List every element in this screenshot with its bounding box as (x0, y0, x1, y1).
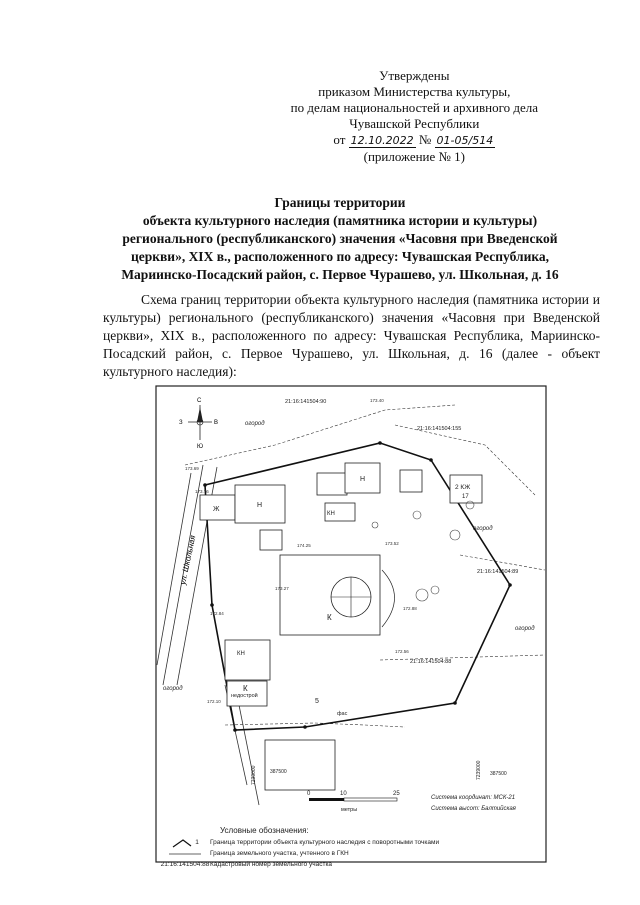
legend-parcel-line-icon (160, 851, 210, 857)
coord-system: Система координат: МСК-21 (431, 795, 516, 801)
approval-block (291, 68, 538, 165)
title-line-5: Мариинско-Посадский район, с. Первое Чурашево, ул. Школьная, д. 16 (121, 267, 559, 282)
approval-line-3: по делам национальностей и архивного дела (290, 100, 538, 115)
label-fas: фас (337, 711, 348, 717)
elev-1: 173.40 (370, 398, 384, 403)
elev-8: 173.52 (385, 541, 399, 546)
elev-4: 173.76 (195, 489, 209, 494)
elev-10: 173.27 (275, 586, 289, 591)
label-kn-2: КН (237, 651, 245, 657)
date-prefix: от (333, 132, 346, 147)
elev-7: 174.25 (297, 543, 311, 548)
coord-x-2: 387500 (490, 771, 507, 777)
label-n-2: Н (360, 476, 366, 483)
label-nedostroy: недострой (231, 693, 258, 699)
legend-item3-sym: 21:16:141504:88 (160, 861, 210, 868)
cadastral-label-1: 21:16:141504:90 (285, 399, 327, 405)
legend-row-boundary (160, 837, 540, 848)
compass-e: В (214, 420, 219, 426)
label-k-1: К (327, 613, 332, 622)
description-paragraph: Схема границ территории объекта культурного наследия (памятника истории и культуры) регионального (республиканского) значения «Часовня при Введенской церкви», XIX в., расположенного по адресу: Чувашская Республика, Мариинско-Посадский район, с. Первое Чурашево, ул. Школьная, д. 16 (далее - объект культурного наследия): (103, 292, 600, 379)
legend-item1-sym: 1 (195, 839, 199, 846)
cadastral-label-2: 21:16:141504:155 (417, 426, 462, 432)
label-kn-1: КН (327, 511, 335, 517)
scale-0: 0 (307, 791, 311, 797)
coord-x-1: 387500 (270, 769, 287, 775)
coord-y-1: 7239000 (251, 765, 257, 785)
boundary-scheme-map (155, 385, 547, 863)
elev-5: 172.56 (395, 649, 409, 654)
elev-2: 173.69 (185, 466, 199, 471)
legend-item1: Граница территории объекта культурного наследия с поворотными точками (210, 839, 440, 846)
label-ogorod-1: огород (245, 421, 265, 427)
cadastral-label-3: 21:16:141504:89 (477, 569, 519, 575)
number-prefix: № (418, 132, 432, 147)
legend-item2: Граница земельного участка, учтенного в ГКН (210, 850, 349, 857)
title-line-3: регионального (республиканского) значения «Часовня при Введенской (122, 231, 558, 246)
elev-3: 172.84 (210, 611, 224, 616)
approval-number: 01-05/514 (436, 134, 494, 147)
approval-line-2: приказом Министерства культуры, (318, 84, 511, 99)
title-line-2: объекта культурного наследия (памятника истории и культуры) (142, 213, 538, 228)
map-legend (160, 826, 540, 870)
compass-w: З (179, 420, 183, 426)
elev-6: 172.10 (207, 699, 221, 704)
label-k-2: К (243, 684, 248, 693)
label-ogorod-4: огород (163, 686, 183, 692)
scale-25: 25 (393, 791, 400, 797)
label-n-1: Н (257, 502, 263, 509)
compass-s: Ю (197, 444, 204, 450)
scale-10: 10 (340, 791, 347, 797)
legend-row-cadastral (160, 859, 540, 870)
label-ogorod-2: огород (473, 526, 493, 532)
title-line-4: церкви», XIX в., расположенного по адресу: Чувашская Республика, (130, 249, 550, 264)
legend-boundary-symbol-icon (160, 838, 210, 848)
cadastral-label-4: 21:16:141504:88 (410, 659, 452, 665)
elev-9: 172.88 (403, 606, 417, 611)
approval-date-row (291, 132, 538, 149)
label-5: 5 (315, 698, 319, 705)
street-label: ул. Школьная (178, 534, 198, 586)
label-ogorod-3: огород (515, 626, 535, 632)
label-17: 17 (462, 494, 469, 500)
legend-item3: Кадастровый номер земельного участка (210, 861, 333, 868)
label-zh: Ж (213, 506, 220, 513)
label-2kzh: 2 КЖ (455, 484, 471, 491)
title-line-1: Границы территории (274, 195, 406, 210)
coord-y-2: 7239000 (476, 760, 482, 780)
approval-line-4: Чувашской Республики (349, 116, 480, 131)
compass-n: С (197, 398, 202, 404)
scale-unit: метры (341, 807, 358, 813)
appendix-label: (приложение № 1) (363, 149, 466, 164)
document-title (80, 194, 600, 284)
legend-row-parcel (160, 848, 540, 859)
legend-title: Условные обозначения: (220, 826, 309, 835)
approval-date: 12.10.2022 (350, 134, 414, 147)
height-system: Система высот: Балтийская (431, 806, 516, 812)
approval-line-1: Утверждены (379, 68, 450, 83)
